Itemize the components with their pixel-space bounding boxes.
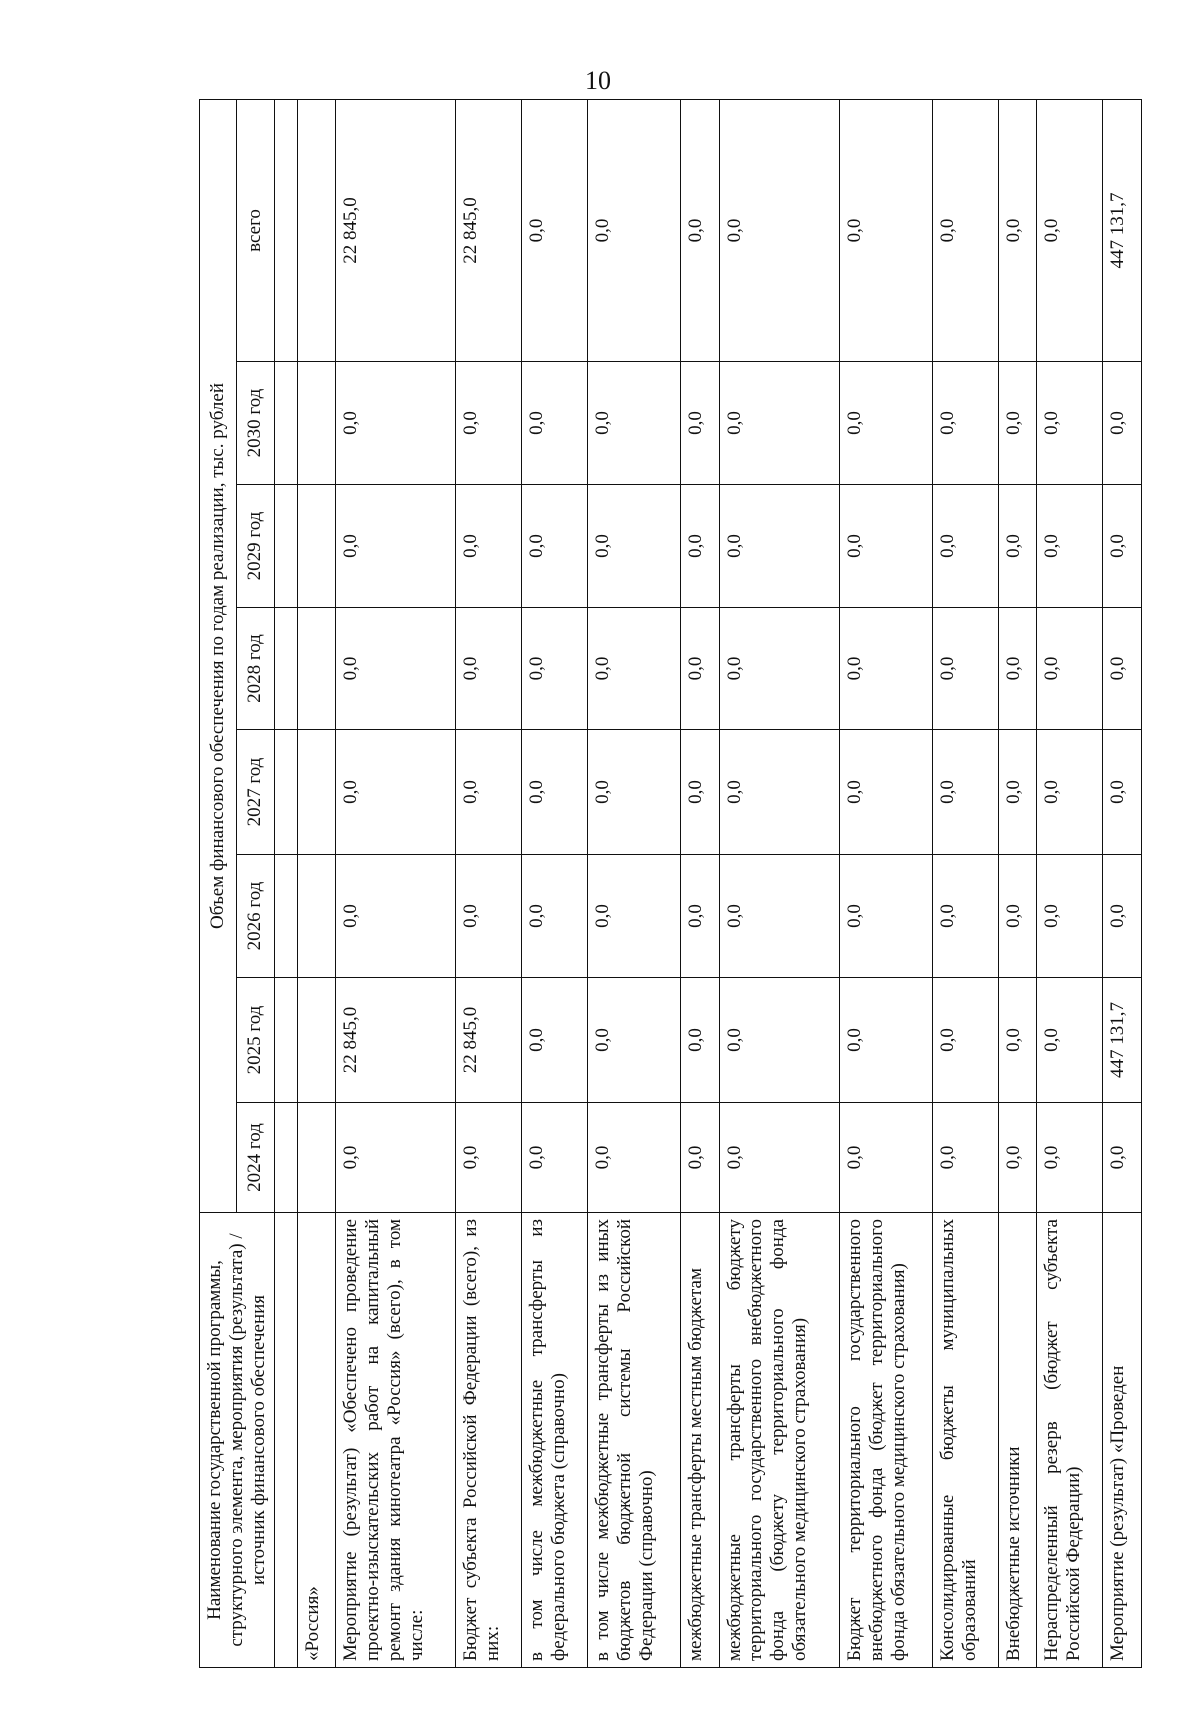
value-cell: 22 845,0 <box>456 99 522 361</box>
value-cell: 0,0 <box>681 99 720 361</box>
header-row-1 <box>200 99 237 1667</box>
table-row <box>522 99 588 1667</box>
header-year-cell: 2027 год <box>237 730 274 855</box>
header-year-cell: 2030 год <box>237 362 274 485</box>
value-cell: 0,0 <box>522 855 588 978</box>
value-cell: 0,0 <box>933 99 999 361</box>
table-row <box>456 99 522 1667</box>
value-cell: 0,0 <box>681 730 720 855</box>
row-name-cell: межбюджетные трансферты бюджету территориального государственного внебюджетного фонда (бюджету территориального фонда обязательного медицинского страхования) <box>719 1213 839 1668</box>
value-cell: 0,0 <box>998 978 1037 1103</box>
value-cell: 0,0 <box>719 1103 839 1213</box>
value-cell: 0,0 <box>522 608 588 730</box>
value-cell: 0,0 <box>719 99 839 361</box>
value-cell: 0,0 <box>336 608 456 730</box>
value-cell: 0,0 <box>681 855 720 978</box>
value-cell: 0,0 <box>998 1103 1037 1213</box>
value-cell: 0,0 <box>933 485 999 608</box>
value-cell: 0,0 <box>336 362 456 485</box>
value-cell: 22 845,0 <box>336 99 456 361</box>
value-cell <box>297 608 336 730</box>
value-cell: 0,0 <box>456 485 522 608</box>
value-cell: 0,0 <box>840 978 933 1103</box>
table-row <box>588 99 681 1667</box>
value-cell <box>297 730 336 855</box>
value-cell <box>297 485 336 608</box>
value-cell: 0,0 <box>681 1103 720 1213</box>
value-cell: 0,0 <box>588 485 681 608</box>
value-cell: 0,0 <box>998 608 1037 730</box>
header-year-cell: 2025 год <box>237 978 274 1103</box>
value-cell: 0,0 <box>719 608 839 730</box>
value-cell: 0,0 <box>522 99 588 361</box>
value-cell: 0,0 <box>1103 362 1142 485</box>
table-row <box>840 99 933 1667</box>
value-cell: 0,0 <box>933 978 999 1103</box>
header-name-column: Наименование государственной программы, структурного элемента, мероприятия (результата) / источник финансового обеспечения <box>200 1213 275 1668</box>
table-row <box>933 99 999 1667</box>
value-cell: 0,0 <box>681 608 720 730</box>
value-cell: 0,0 <box>456 730 522 855</box>
value-cell: 0,0 <box>1037 1103 1103 1213</box>
value-cell: 0,0 <box>1103 608 1142 730</box>
row-name-cell: Бюджет территориального государственного внебюджетного фонда (бюджет территориального фонда обязательного медицинского страхования) <box>840 1213 933 1668</box>
table-body <box>274 99 1141 1667</box>
value-cell: 0,0 <box>456 1103 522 1213</box>
row-name-cell: Мероприятие (результат) «Проведен <box>1103 1213 1142 1668</box>
header-year-cell: 2026 год <box>237 855 274 978</box>
value-cell: 0,0 <box>681 362 720 485</box>
value-cell: 0,0 <box>588 362 681 485</box>
page-number: 10 <box>585 66 611 95</box>
value-cell: 0,0 <box>336 730 456 855</box>
row-name-cell: Бюджет субъекта Российской Федерации (всего), из них: <box>456 1213 522 1668</box>
value-cell: 0,0 <box>522 362 588 485</box>
row-name-cell: в том числе межбюджетные трансферты из федерального бюджета (справочно) <box>522 1213 588 1668</box>
value-cell: 0,0 <box>588 99 681 361</box>
value-cell: 0,0 <box>336 1103 456 1213</box>
value-cell: 0,0 <box>998 730 1037 855</box>
value-cell <box>297 855 336 978</box>
value-cell: 0,0 <box>719 730 839 855</box>
value-cell <box>297 99 336 361</box>
row-name-cell: Внебюджетные источники <box>998 1213 1037 1668</box>
value-cell: 0,0 <box>933 855 999 978</box>
value-cell: 0,0 <box>840 855 933 978</box>
header-year-cell: всего <box>237 99 274 361</box>
value-cell: 0,0 <box>719 978 839 1103</box>
value-cell: 447 131,7 <box>1103 978 1142 1103</box>
value-cell: 0,0 <box>681 978 720 1103</box>
table-row <box>719 99 839 1667</box>
value-cell: 0,0 <box>1103 855 1142 978</box>
value-cell: 0,0 <box>998 362 1037 485</box>
value-cell: 0,0 <box>336 485 456 608</box>
spacer-cell <box>274 730 297 855</box>
header-year-cell: 2029 год <box>237 485 274 608</box>
header-year-cell: 2024 год <box>237 1103 274 1213</box>
value-cell: 0,0 <box>998 485 1037 608</box>
table-row <box>1103 99 1142 1667</box>
value-cell: 0,0 <box>588 855 681 978</box>
value-cell: 0,0 <box>840 485 933 608</box>
value-cell: 0,0 <box>933 608 999 730</box>
spacer-cell <box>274 855 297 978</box>
value-cell: 0,0 <box>933 1103 999 1213</box>
value-cell: 0,0 <box>1037 978 1103 1103</box>
value-cell: 0,0 <box>1103 730 1142 855</box>
value-cell: 0,0 <box>840 99 933 361</box>
value-cell: 0,0 <box>933 362 999 485</box>
value-cell: 0,0 <box>522 730 588 855</box>
header-year-cell: 2028 год <box>237 608 274 730</box>
value-cell: 0,0 <box>522 1103 588 1213</box>
row-name-cell: Мероприятие (результат) «Обеспечено проведение проектно-изыскательских работ на капитальный ремонт здания кинотеатра «Россия» (всего), в том числе: <box>336 1213 456 1668</box>
value-cell: 0,0 <box>933 730 999 855</box>
value-cell: 0,0 <box>998 99 1037 361</box>
spacer-cell <box>274 1103 297 1213</box>
value-cell: 0,0 <box>456 608 522 730</box>
value-cell: 0,0 <box>522 978 588 1103</box>
value-cell: 0,0 <box>1037 608 1103 730</box>
value-cell: 0,0 <box>681 485 720 608</box>
value-cell: 0,0 <box>588 1103 681 1213</box>
value-cell: 22 845,0 <box>336 978 456 1103</box>
table-row <box>297 99 336 1667</box>
spacer-cell <box>274 1213 297 1668</box>
value-cell: 0,0 <box>456 362 522 485</box>
value-cell: 0,0 <box>336 855 456 978</box>
spacer-cell <box>274 485 297 608</box>
value-cell: 0,0 <box>1037 485 1103 608</box>
row-name-cell: «Россия» <box>297 1213 336 1668</box>
value-cell: 0,0 <box>588 978 681 1103</box>
value-cell: 0,0 <box>840 608 933 730</box>
value-cell: 0,0 <box>588 608 681 730</box>
value-cell <box>297 978 336 1103</box>
value-cell: 0,0 <box>588 730 681 855</box>
value-cell: 0,0 <box>1103 1103 1142 1213</box>
row-name-cell: Консолидированные бюджеты муниципальных образований <box>933 1213 999 1668</box>
value-cell: 0,0 <box>1037 362 1103 485</box>
value-cell: 0,0 <box>719 362 839 485</box>
spacer-cell <box>274 608 297 730</box>
table-row <box>1037 99 1103 1667</box>
value-cell: 0,0 <box>1037 855 1103 978</box>
value-cell: 22 845,0 <box>456 978 522 1103</box>
value-cell: 0,0 <box>840 362 933 485</box>
header-group: Объем финансового обеспечения по годам реализации, тыс. рублей <box>200 99 237 1212</box>
row-name-cell: Нераспределенный резерв (бюджет субъекта Российской Федерации) <box>1037 1213 1103 1668</box>
value-cell: 0,0 <box>1037 99 1103 361</box>
row-name-cell: межбюджетные трансферты местным бюджетам <box>681 1213 720 1668</box>
table-row <box>681 99 720 1667</box>
table-row <box>336 99 456 1667</box>
spacer-cell <box>274 978 297 1103</box>
value-cell: 0,0 <box>1103 485 1142 608</box>
spacer-cell <box>274 362 297 485</box>
value-cell: 0,0 <box>998 855 1037 978</box>
value-cell: 447 131,7 <box>1103 99 1142 361</box>
header-spacer-row <box>274 99 297 1667</box>
value-cell: 0,0 <box>719 485 839 608</box>
value-cell: 0,0 <box>840 730 933 855</box>
value-cell <box>297 362 336 485</box>
value-cell: 0,0 <box>840 1103 933 1213</box>
value-cell: 0,0 <box>719 855 839 978</box>
value-cell: 0,0 <box>456 855 522 978</box>
table-row <box>998 99 1037 1667</box>
value-cell <box>297 1103 336 1213</box>
rotated-table-container <box>199 100 1129 1668</box>
spacer-cell <box>274 99 297 361</box>
value-cell: 0,0 <box>1037 730 1103 855</box>
row-name-cell: в том числе межбюджетные трансферты из иных бюджетов бюджетной системы Российской Федерации (справочно) <box>588 1213 681 1668</box>
financing-table <box>199 99 1142 1668</box>
value-cell: 0,0 <box>522 485 588 608</box>
